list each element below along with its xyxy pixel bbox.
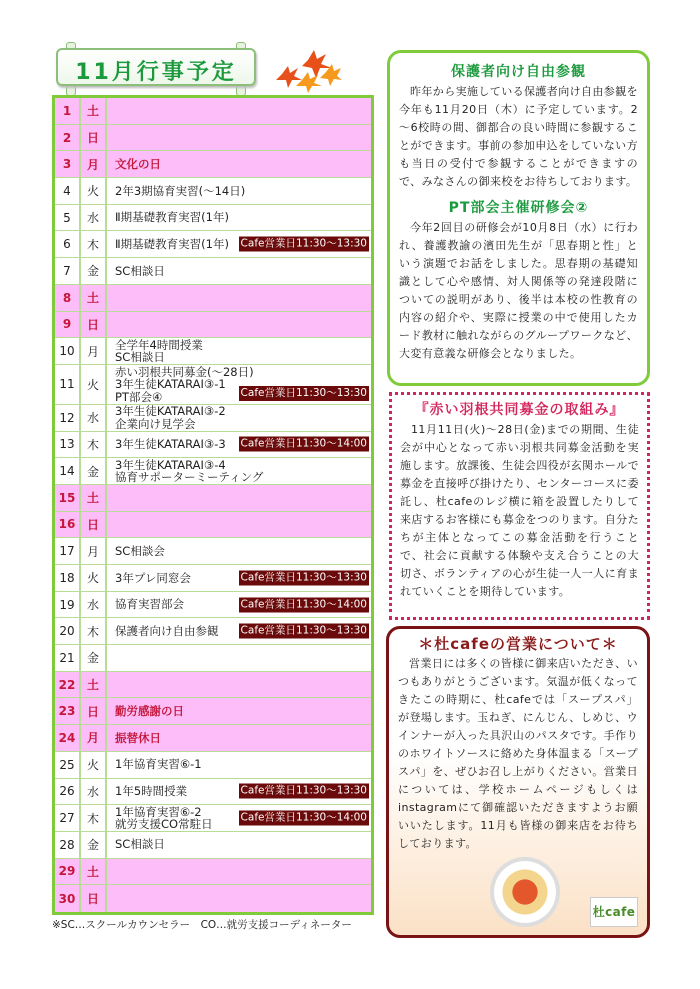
visit-body: 昨年から実施している保護者向け自由参観を今年も11月20日（木）に予定しています。2～6校時の間、御都合の良い時間に参観することができます。事前の参加申込をしていない方も当日の受付で参観することができますので、みなさんの御来校をお待ちしております。 <box>399 85 638 188</box>
event-text: 協育実習部会 <box>115 597 184 612</box>
event-text: 3年生徒KATARAI③-4 <box>115 457 226 472</box>
cafe-badge: Cafe営業日11:30～14:00 <box>240 598 367 611</box>
event-text: SC相談日 <box>115 837 165 852</box>
weekday: 月 <box>81 151 107 177</box>
events-cell <box>107 338 371 364</box>
cafe-badge: Cafe営業日11:30～13:30 <box>240 237 367 250</box>
day-number: 21 <box>55 645 81 671</box>
day-number: 16 <box>55 512 81 538</box>
day-number: 17 <box>55 538 81 564</box>
day-number: 6 <box>55 231 81 257</box>
event-text: 勤労感謝の日 <box>115 704 184 719</box>
right-column <box>386 50 650 938</box>
day-number: 11 <box>55 365 81 404</box>
day-number: 20 <box>55 618 81 644</box>
weekday: 木 <box>81 805 107 831</box>
table-row <box>55 698 371 725</box>
events-cell <box>107 285 371 311</box>
event-text: 文化の日 <box>115 156 161 171</box>
events-cell <box>107 432 371 458</box>
events-cell <box>107 805 371 831</box>
table-row <box>55 205 371 232</box>
event-text: 1年5時間授業 <box>115 784 188 799</box>
table-row <box>55 592 371 619</box>
cafe-badge: Cafe営業日11:30～13:30 <box>240 386 367 399</box>
day-number: 28 <box>55 832 81 858</box>
weekday: 火 <box>81 752 107 778</box>
weekday: 金 <box>81 832 107 858</box>
weekday: 月 <box>81 338 107 364</box>
day-number: 3 <box>55 151 81 177</box>
event-text: Ⅱ期基礎教育実習(1年) <box>115 237 229 252</box>
cafe-badge: Cafe営業日11:30～13:30 <box>240 784 367 797</box>
event-text: 企業向け見学会 <box>115 416 196 431</box>
weekday: 日 <box>81 512 107 538</box>
maple-leaves-icon <box>272 46 342 94</box>
event-text: 1年協育実習⑥-2 <box>115 804 202 819</box>
events-cell <box>107 592 371 618</box>
day-number: 1 <box>55 98 81 124</box>
weekday: 金 <box>81 258 107 284</box>
event-text: SC相談会 <box>115 543 165 558</box>
table-row <box>55 538 371 565</box>
events-cell <box>107 672 371 698</box>
event-text: Ⅱ期基礎教育実習(1年) <box>115 210 229 225</box>
event-text: 3年生徒KATARAI③-1 <box>115 377 226 392</box>
events-cell <box>107 205 371 231</box>
events-cell <box>107 752 371 778</box>
weekday: 火 <box>81 565 107 591</box>
weekday: 金 <box>81 645 107 671</box>
table-row <box>55 565 371 592</box>
weekday: 月 <box>81 725 107 751</box>
day-number: 24 <box>55 725 81 751</box>
pasta-photo <box>490 857 560 927</box>
weekday: 日 <box>81 698 107 724</box>
events-cell <box>107 698 371 724</box>
events-cell <box>107 405 371 431</box>
page-title: 11月行事予定 <box>75 60 237 85</box>
events-cell <box>107 365 371 404</box>
events-cell <box>107 458 371 484</box>
weekday: 金 <box>81 458 107 484</box>
table-row <box>55 832 371 859</box>
pt-body: 今年2回目の研修会が10月8日（水）に行われ、養護教諭の濱田先生が「思春期と性」という演題でお話をしました。思春期の基礎知識として心や感情、対人関係等の発達段階についての説明があり、後半は本校の性教育の内容の紹介や、実際に授業の中で使用したカード教材に触れながらのグループワークなど、大変有意義な研修会となりました。 <box>399 221 638 360</box>
weekday: 月 <box>81 538 107 564</box>
events-cell <box>107 725 371 751</box>
weekday: 木 <box>81 432 107 458</box>
weekday: 水 <box>81 405 107 431</box>
events-cell <box>107 645 371 671</box>
table-row <box>55 645 371 672</box>
day-number: 5 <box>55 205 81 231</box>
day-number: 23 <box>55 698 81 724</box>
weekday: 水 <box>81 592 107 618</box>
event-text: 保護者向け自由参観 <box>115 623 219 638</box>
event-text: 赤い羽根共同募金(～28日) <box>115 364 254 379</box>
weekday: 土 <box>81 485 107 511</box>
day-number: 30 <box>55 885 81 912</box>
events-cell <box>107 885 371 912</box>
table-row <box>55 151 371 178</box>
table-row <box>55 485 371 512</box>
day-number: 13 <box>55 432 81 458</box>
weekday: 火 <box>81 365 107 404</box>
weekday: 土 <box>81 98 107 124</box>
events-cell <box>107 565 371 591</box>
day-number: 26 <box>55 779 81 805</box>
day-number: 10 <box>55 338 81 364</box>
events-cell <box>107 98 371 124</box>
day-number: 14 <box>55 458 81 484</box>
events-cell <box>107 312 371 338</box>
table-row <box>55 285 371 312</box>
events-cell <box>107 258 371 284</box>
table-row <box>55 365 371 405</box>
table-row <box>55 512 371 539</box>
events-cell <box>107 125 371 151</box>
day-number: 27 <box>55 805 81 831</box>
day-number: 4 <box>55 178 81 204</box>
fund-body: 11月11日(火)～28日(金)までの期間、生徒会が中心となって赤い羽根共同募金活動を実施します。放課後、生徒会四役が玄関ホールで募金を直接呼び掛けたり、センターコースに委託し、杜cafeのレジ横に箱を設置したりして来店するお客様にも募金をつのります。自分たちが主体となってこの募金活動を行うことで、社会に貢献する体験や支え合うことの大切さ、ボランティアの心が生徒一人一人に育まれていくことを期待しています。 <box>400 423 639 598</box>
day-number: 25 <box>55 752 81 778</box>
table-row <box>55 618 371 645</box>
weekday: 日 <box>81 125 107 151</box>
weekday: 日 <box>81 312 107 338</box>
table-row <box>55 859 371 886</box>
events-cell <box>107 832 371 858</box>
table-row <box>55 178 371 205</box>
day-number: 2 <box>55 125 81 151</box>
day-number: 15 <box>55 485 81 511</box>
table-row <box>55 258 371 285</box>
event-text: 3年生徒KATARAI③-2 <box>115 404 226 419</box>
weekday: 木 <box>81 231 107 257</box>
table-row <box>55 312 371 339</box>
day-number: 29 <box>55 859 81 885</box>
event-text: 3年プレ同窓会 <box>115 570 191 585</box>
events-cell <box>107 512 371 538</box>
events-cell <box>107 779 371 805</box>
photo-row <box>398 857 638 927</box>
table-row <box>55 805 371 832</box>
table-row <box>55 725 371 752</box>
table-row <box>55 405 371 432</box>
day-number: 22 <box>55 672 81 698</box>
weekday: 土 <box>81 859 107 885</box>
table-row <box>55 672 371 699</box>
table-row <box>55 125 371 152</box>
event-text: 2年3期協育実習(～14日) <box>115 183 246 198</box>
table-row <box>55 338 371 365</box>
table-row <box>55 458 371 485</box>
events-cell <box>107 485 371 511</box>
day-number: 18 <box>55 565 81 591</box>
fund-box <box>389 392 650 620</box>
title-board <box>56 48 256 86</box>
events-cell <box>107 231 371 257</box>
cafe-body: 営業日には多くの皆様に御来店いただき、いつもありがとうございます。気温が低くなってきたこの時期に、杜cafeでは「スープスパ」が登場します。玉ねぎ、にんじん、しめじ、ウインナーが入った具沢山のパスタです。手作りのホワイトソースに絡めた身体温まる「スープスパ」を、ぜひお召し上がりください。営業日については、学校ホームページもしくはinstagramにて御確認いただきますようお願いいたします。11月も皆様の御来店をお待ちしております。 <box>398 657 638 850</box>
weekday: 水 <box>81 205 107 231</box>
cafe-badge: Cafe営業日11:30～13:30 <box>240 571 367 584</box>
weekday: 火 <box>81 178 107 204</box>
event-text: SC相談日 <box>115 263 165 278</box>
visit-title: 保護者向け自由参観 <box>451 64 586 80</box>
event-text: 3年生徒KATARAI③-3 <box>115 437 226 452</box>
fund-title: 『赤い羽根共同募金の取組み』 <box>414 402 625 418</box>
table-row <box>55 885 371 912</box>
day-number: 9 <box>55 312 81 338</box>
event-text: 振替休日 <box>115 730 161 745</box>
cafe-box <box>386 626 650 938</box>
day-number: 12 <box>55 405 81 431</box>
weekday: 土 <box>81 672 107 698</box>
table-row <box>55 752 371 779</box>
events-cell <box>107 618 371 644</box>
weekday: 土 <box>81 285 107 311</box>
weekday: 日 <box>81 885 107 912</box>
events-cell <box>107 859 371 885</box>
visit-and-pt-box <box>387 50 650 386</box>
events-cell <box>107 538 371 564</box>
cafe-badge: Cafe営業日11:30～14:00 <box>240 811 367 824</box>
weekday: 木 <box>81 618 107 644</box>
event-text: 就労支援CO常駐日 <box>115 817 213 832</box>
cafe-title: ＊杜cafeの営業について＊ <box>418 635 618 653</box>
day-number: 7 <box>55 258 81 284</box>
footnote: ※SC…スクールカウンセラー CO…就労支援コーディネーター <box>52 919 352 931</box>
events-cell <box>107 151 371 177</box>
events-cell <box>107 178 371 204</box>
cafe-badge: Cafe営業日11:30～13:30 <box>240 624 367 637</box>
table-row <box>55 779 371 806</box>
event-text: 全学年4時間授業 <box>115 337 203 352</box>
day-number: 19 <box>55 592 81 618</box>
weekday: 水 <box>81 779 107 805</box>
table-row <box>55 231 371 258</box>
event-text: 協育サポーターミーティング <box>115 470 264 485</box>
event-text: PT部会④ <box>115 389 163 404</box>
table-row <box>55 432 371 459</box>
cafe-logo: 杜cafe <box>590 897 638 927</box>
event-text: 1年協育実習⑥-1 <box>115 757 202 772</box>
cafe-badge: Cafe営業日11:30～14:00 <box>240 437 367 450</box>
table-row <box>55 98 371 125</box>
day-number: 8 <box>55 285 81 311</box>
pt-title: PT部会主催研修会② <box>448 200 589 216</box>
event-text: SC相談日 <box>115 350 165 365</box>
schedule-table <box>52 95 374 915</box>
